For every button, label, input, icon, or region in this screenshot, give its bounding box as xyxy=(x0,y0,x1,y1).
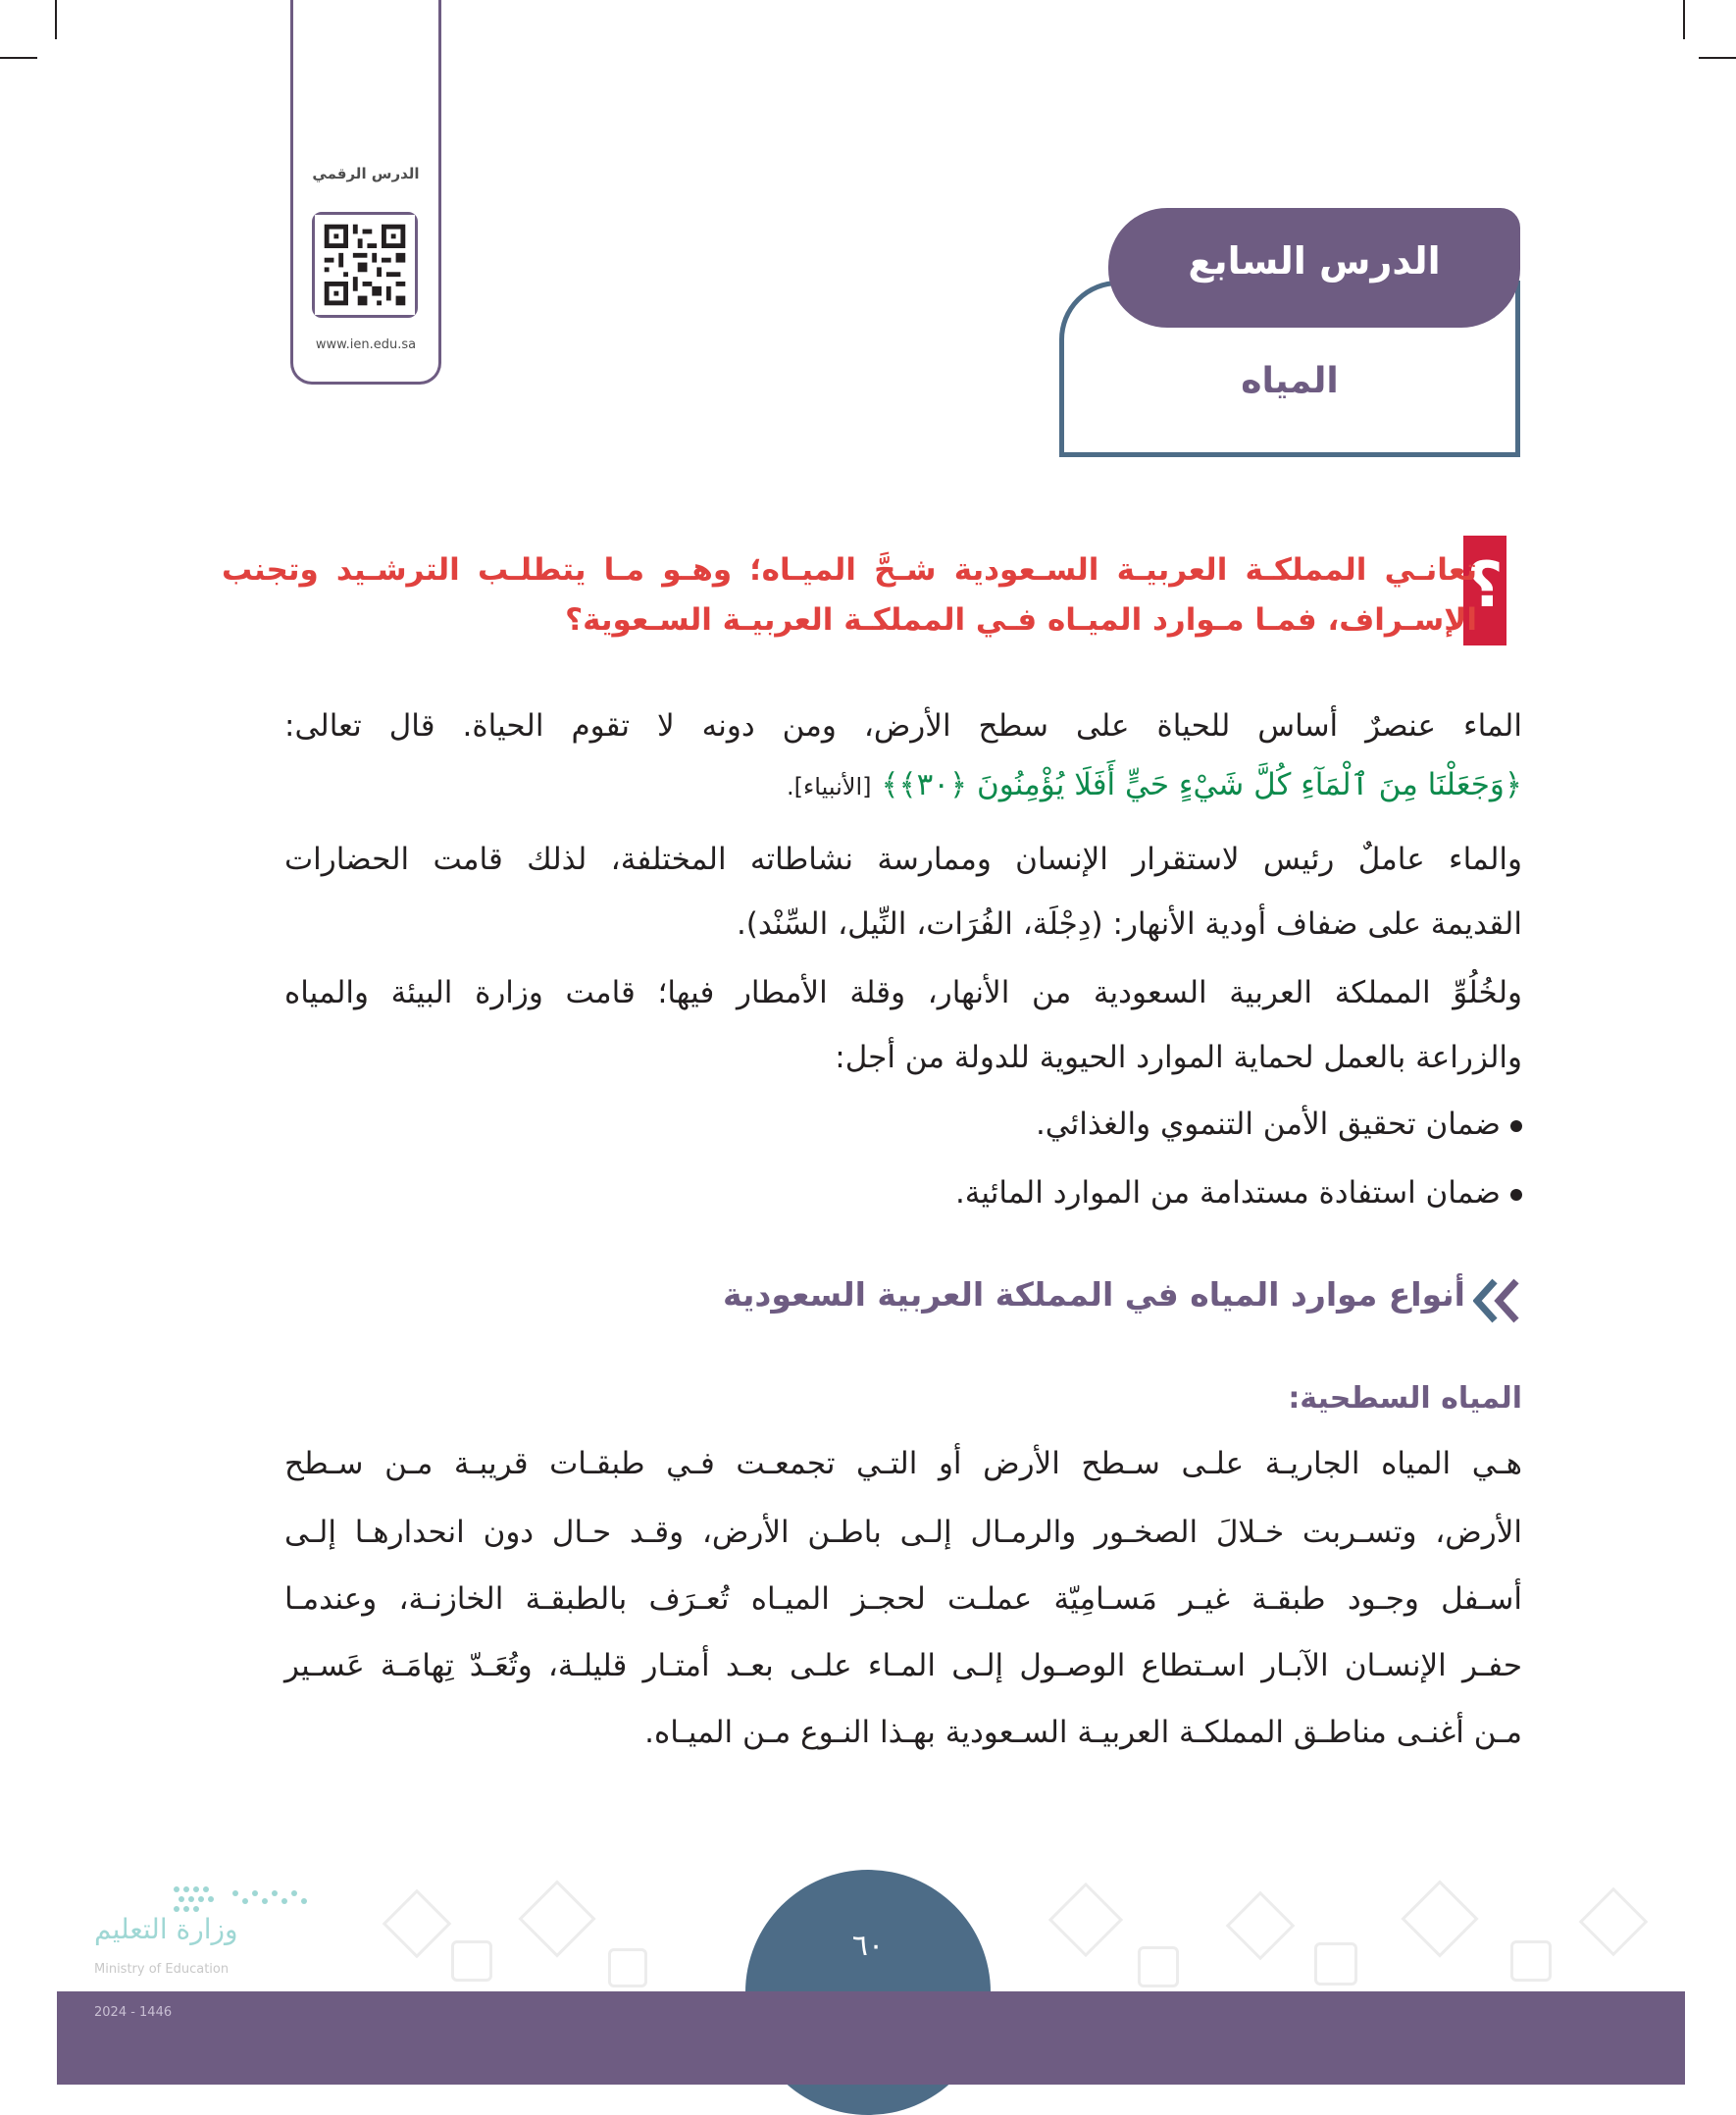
decorative-shape xyxy=(1401,1880,1478,1957)
paragraph-line: الماء عنصرٌ أساس للحياة على سطح الأرض، ومن دونه لا تقوم الحياة. قال تعالى: xyxy=(284,708,1522,744)
paragraph-line: الأرض، وتسـربت خـلالَ الصخـور والرمـال إلـى باطـن الأرض، وقـد حـال دون انحدارهـا إلـى xyxy=(284,1515,1522,1550)
question-line: الإسـراف، فمـا مـوارد الميـاه فـي المملكـة العربيـة السـعوية؟ xyxy=(565,602,1477,638)
decorative-shape xyxy=(1314,1942,1357,1986)
decorative-shape xyxy=(1510,1940,1552,1982)
digital-lesson-tab[interactable] xyxy=(290,0,441,385)
list-item: ضمان استفادة مستدامة من الموارد المائية. xyxy=(955,1175,1522,1211)
subsection-heading: المياه السطحية: xyxy=(1288,1381,1522,1416)
digital-lesson-label: الدرس الرقمي xyxy=(312,165,420,182)
footer-band xyxy=(57,1991,1685,2085)
decorative-shape xyxy=(518,1880,595,1957)
quran-verse: ﴿وَجَعَلْنَا مِنَ ٱلْمَآءِ كُلَّ شَيْءٍ حَيٍّ أَفَلَا يُؤْمِنُونَ ﴿٣٠﴾﴾ xyxy=(881,767,1522,802)
crop-mark xyxy=(1683,0,1685,39)
qr-code[interactable] xyxy=(312,212,418,318)
paragraph-line: والماء عاملٌ رئيس لاستقرار الإنسان وممارسة نشاطاته المختلفة، لذلك قامت الحضارات xyxy=(284,842,1522,877)
section-heading: أنواع موارد المياه في المملكة العربية السعودية xyxy=(722,1275,1465,1314)
paragraph-line: ولخُلُوِّ المملكة العربية السعودية من الأنهار، وقلة الأمطار فيها؛ قامت وزارة البيئة والمياه xyxy=(284,975,1522,1010)
question-line: تعانـي المملكـة العربيـة السـعودية شـحَّ الميـاه؛ وهـو مـا يتطلـب الترشـيد وتجنب xyxy=(222,552,1477,588)
page-number: ٦٠ xyxy=(851,1929,885,1963)
lesson-title: المياه xyxy=(1241,361,1339,401)
ministry-name: وزارة التعليم xyxy=(94,1913,238,1945)
double-chevron-icon xyxy=(1473,1275,1522,1326)
lesson-number: الدرس السابع xyxy=(1188,239,1441,283)
paragraph-line: أسـفل وجـود طبقـة غيـر مَسـامِيّة عملـت لحجـز الميـاه تُعـرَف بالطبقـة الخازنـة، وعندمـا xyxy=(284,1581,1522,1617)
paragraph-line: مـن أغنـى مناطـق المملكـة العربيـة السـعودية بهـذا النـوع مـن الميـاه. xyxy=(644,1715,1522,1750)
verse-line xyxy=(284,767,1522,802)
ministry-name-en: Ministry of Education xyxy=(94,1962,230,1977)
paragraph-line: حفـر الإنسـان الآبـار اسـتطاع الوصـول إلـى المـاء علـى بعـد أمتـار قليلـة، وتُعَـدّ تِهامَـة عَسـير xyxy=(284,1648,1522,1683)
decorative-shape xyxy=(451,1940,492,1982)
decorative-shape xyxy=(1226,1891,1296,1961)
paragraph-line: والزراعة بالعمل لحماية الموارد الحيوية للدولة من أجل: xyxy=(835,1040,1522,1075)
qr-url[interactable]: www.ien.edu.sa xyxy=(315,337,417,352)
decorative-shape xyxy=(1048,1883,1123,1957)
decorative-shape xyxy=(383,1889,452,1959)
edition-year: 2024 - 1446 xyxy=(94,2005,173,2020)
decorative-shape xyxy=(608,1948,647,1987)
crop-mark xyxy=(1699,57,1736,59)
crop-mark xyxy=(0,57,37,59)
question-mark-icon: ؟ xyxy=(1466,549,1504,622)
bullet-icon xyxy=(1510,1189,1522,1201)
bullet-icon xyxy=(1510,1120,1522,1132)
decorative-shape xyxy=(1138,1946,1179,1987)
paragraph-line: القديمة على ضفاف أودية الأنهار: (دِجْلَة، الفُرَات، النِّيل، السِّنْد). xyxy=(736,906,1522,942)
decorative-shape xyxy=(1579,1887,1649,1957)
verse-reference: [الأنبياء]. xyxy=(787,773,872,800)
crop-mark xyxy=(55,0,57,39)
paragraph-line: هـي المياه الجاريـة علـى سـطح الأرض أو التـي تجمعـت فـي طبقـات قريبـة مـن سـطح xyxy=(284,1446,1522,1481)
list-item: ضمان تحقيق الأمن التنموي والغذائي. xyxy=(1036,1107,1522,1142)
